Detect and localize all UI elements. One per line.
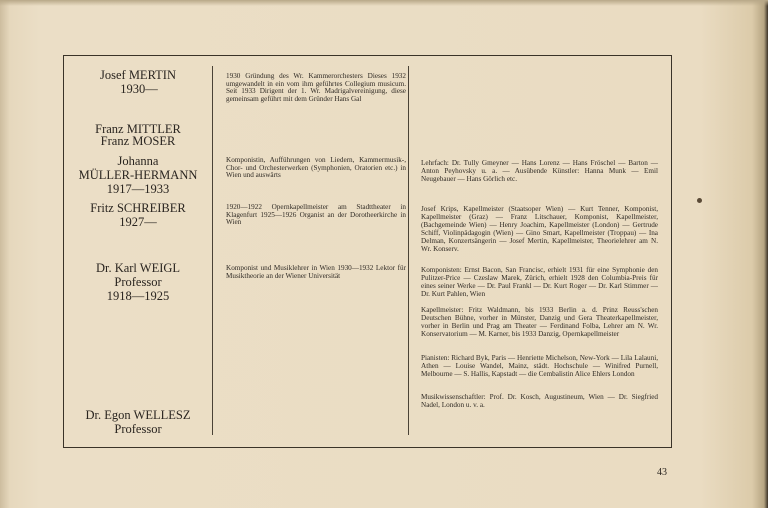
students-text: Komponisten: Ernst Bacon, San Francisc, erhielt 1931 für eine Symphonie den Pulitzer-Price — Czeslaw Marek, Zürich, erhielt 1928 den Columbia-Preis für eines seiner Werke — Dr. Paul Frankl — Dr. Kurt Roger — Dr. Karl Stimmer — Dr. Kurt Pahlen, Wien <box>421 266 658 298</box>
person-title: Professor <box>114 275 162 289</box>
page-number: 43 <box>657 467 667 478</box>
paper-blemish <box>697 198 702 203</box>
students-text: Musikwissenschaftler: Prof. Dr. Kosch, Augustineum, Wien — Dr. Siegfried Nadel, London u. v. a. <box>421 393 658 409</box>
teachers-table <box>63 55 672 448</box>
students-weigl-pianists <box>421 354 658 378</box>
students-mueller-hermann <box>421 159 658 183</box>
name-mertin <box>64 68 212 96</box>
activity-mertin: 1930 Gründung des Wr. Kammerorchesters Dieses 1932 umgewandelt in ein vom ihm geführtes Collegium musicum. Seit 1933 Dirigent der 1. Wr. Madrigalvereinigung, diese gemeinsam geführt mit dem Gründer Hans Gal <box>226 72 406 103</box>
activity-mueller-hermann: Komponistin, Aufführungen von Liedern, Kammermusik-, Chor- und Orchesterwerken (Symphonien, Oratorien etc.) in Wien und auswärts <box>226 156 406 180</box>
students-text: Kapellmeister: Fritz Waldmann, bis 1933 Berlin a. d. Prinz Reuss'schen Deutschen Bühne, vorher in Münster, Danzig und Gera Theaterkapellmeister, vorher in Berlin und Prag am Theater — Ferdinand Folba, Lehrer am N. Wr. Konservatorium — M. Karner, bis 1933 Danzig, Opernkapellmeister <box>421 306 658 338</box>
column-divider-2 <box>408 66 409 435</box>
name-weigl <box>64 261 212 303</box>
person-name: Johanna <box>117 154 159 168</box>
students-text: Pianisten: Richard Byk, Paris — Henriette Michelson, New-York — Lila Lalauni, Athen — Louise Wandel, Mainz, städt. Hochschule — Winifred Purnell, Melbourne — S. Hallis, Kapstadt — die Cembalistin Alice Ehlers London <box>421 354 658 378</box>
name-wellesz <box>64 408 212 436</box>
name-schreiber <box>64 201 212 229</box>
person-name: Josef MERTIN <box>100 68 176 82</box>
person-name: Franz MITTLER <box>95 122 181 136</box>
name-moser <box>64 134 212 148</box>
students-text: Lehrfach: Dr. Tully Gmeyner — Hans Lorenz — Hans Fröschel — Barton — Anton Peyhovsky u. a. — Ausübende Künstler: Hanna Munk — Emil Neugebauer — Hans Görlich etc. <box>421 159 658 183</box>
person-years: 1927— <box>119 215 157 229</box>
column-divider-1 <box>212 66 213 435</box>
person-name-line2: MÜLLER-HERMANN <box>78 168 198 182</box>
name-mueller-hermann <box>64 154 212 196</box>
person-name: Fritz SCHREIBER <box>90 201 186 215</box>
students-weigl-composers <box>421 266 658 298</box>
person-title: Professor <box>114 422 162 436</box>
person-years: 1917—1933 <box>106 182 170 196</box>
students-weigl-conductors <box>421 306 658 338</box>
person-name: Dr. Karl WEIGL <box>95 261 181 275</box>
students-text: Josef Krips, Kapellmeister (Staatsoper Wien) — Kurt Tenner, Komponist, Kapellmeister (Graz) — Franz Litschauer, Komponist, Kapellmeister, (Bachgemeinde Wien) — Henry Joachim, Kapellmeister (London) — Gertrude Schiff, Violinpädagogin (Wien) — Gino Smart, Kapellmeister (Troppau) — Ina Delman, Konzertsängerin — Josef Mertin, Kapellmeister, Theorielehrer am N. Wr. Konserv. <box>421 205 658 253</box>
person-name: Dr. Egon WELLESZ <box>85 408 191 422</box>
activity-schreiber: 1920—1922 Opernkapellmeister am Stadttheater in Klagenfurt 1925—1926 Organist an der Dorotheerkirche in Wien <box>226 203 406 227</box>
activity-weigl: Komponist und Musiklehrer in Wien 1930—1932 Lektor für Musiktheorie an der Wiener Universität <box>226 264 406 280</box>
person-years: 1930— <box>120 82 158 96</box>
students-weigl-musicologists <box>421 393 658 409</box>
person-name: Franz MOSER <box>100 134 176 148</box>
students-schreiber <box>421 205 658 253</box>
page-top-shadow <box>0 0 768 6</box>
person-years: 1918—1925 <box>106 289 170 303</box>
